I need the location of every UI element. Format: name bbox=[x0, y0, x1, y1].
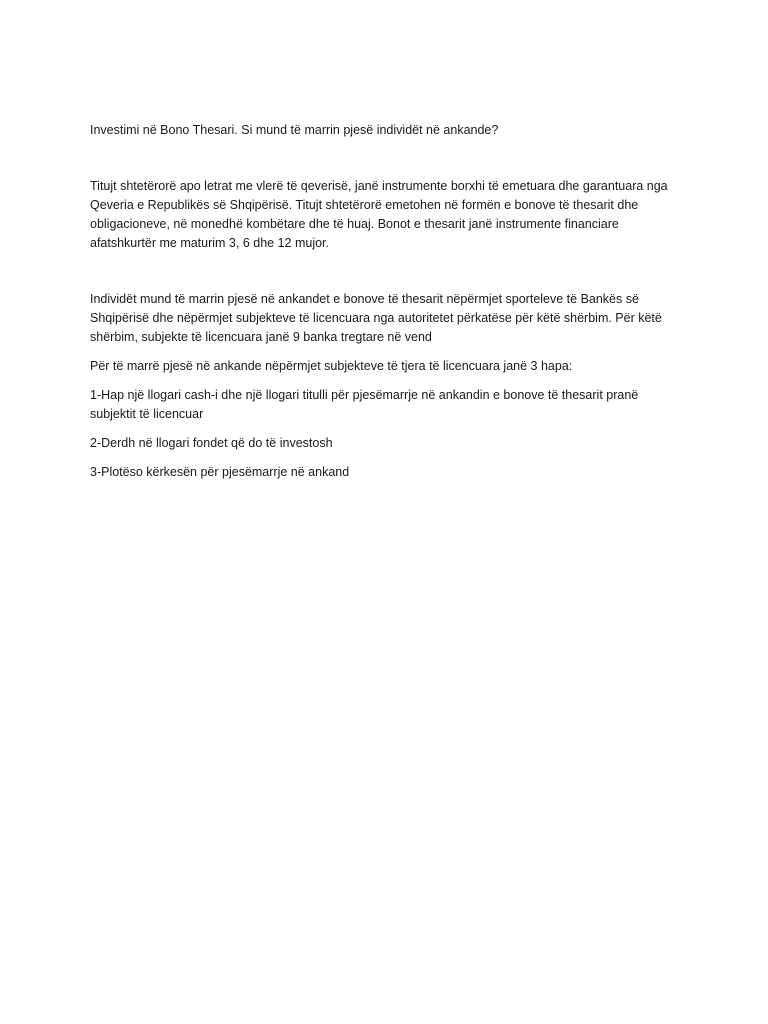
document-body bbox=[90, 121, 680, 492]
paragraph-treasury-definition: Titujt shtetërorë apo letrat me vlerë të qeverisë, janë instrumente borxhi të emetuara dhe garantuara nga Qeveria e Republikës së Shqipërisë. Titujt shtetërorë emetohen në formën e bonove të thesarit dhe obligacioneve, në monedhë kombëtare dhe të huaj. Bonot e thesarit janë instrumente financiare afatshkurtër me maturim 3, 6 dhe 12 mujor. bbox=[90, 179, 668, 250]
step-item-1: 1-Hap një llogari cash-i dhe një llogari titulli për pjesëmarrje në ankandin e bonove të thesarit pranë subjektit të licencuar bbox=[90, 388, 639, 421]
step-item-3: 3-Plotëso kërkesën për pjesëmarrje në ankand bbox=[90, 465, 350, 479]
document-title: Investimi në Bono Thesari. Si mund të marrin pjesë individët në ankande? bbox=[90, 123, 499, 137]
paragraph-individual-participation: Individët mund të marrin pjesë në ankandet e bonove të thesarit nëpërmjet sporteleve të Bankës së Shqipërisë dhe nëpërmjet subjekteve të licencuara nga autoritetet përkatëse për këtë shërbim. Për këtë shërbim, subjekte të licencuara janë 9 banka tregtare në vend bbox=[90, 292, 662, 344]
paragraph-steps-intro: Për të marrë pjesë në ankande nëpërmjet subjekteve të tjera të licencuara janë 3 hapa: bbox=[90, 359, 573, 373]
step-item-2: 2-Derdh në llogari fondet që do të investosh bbox=[90, 436, 333, 450]
